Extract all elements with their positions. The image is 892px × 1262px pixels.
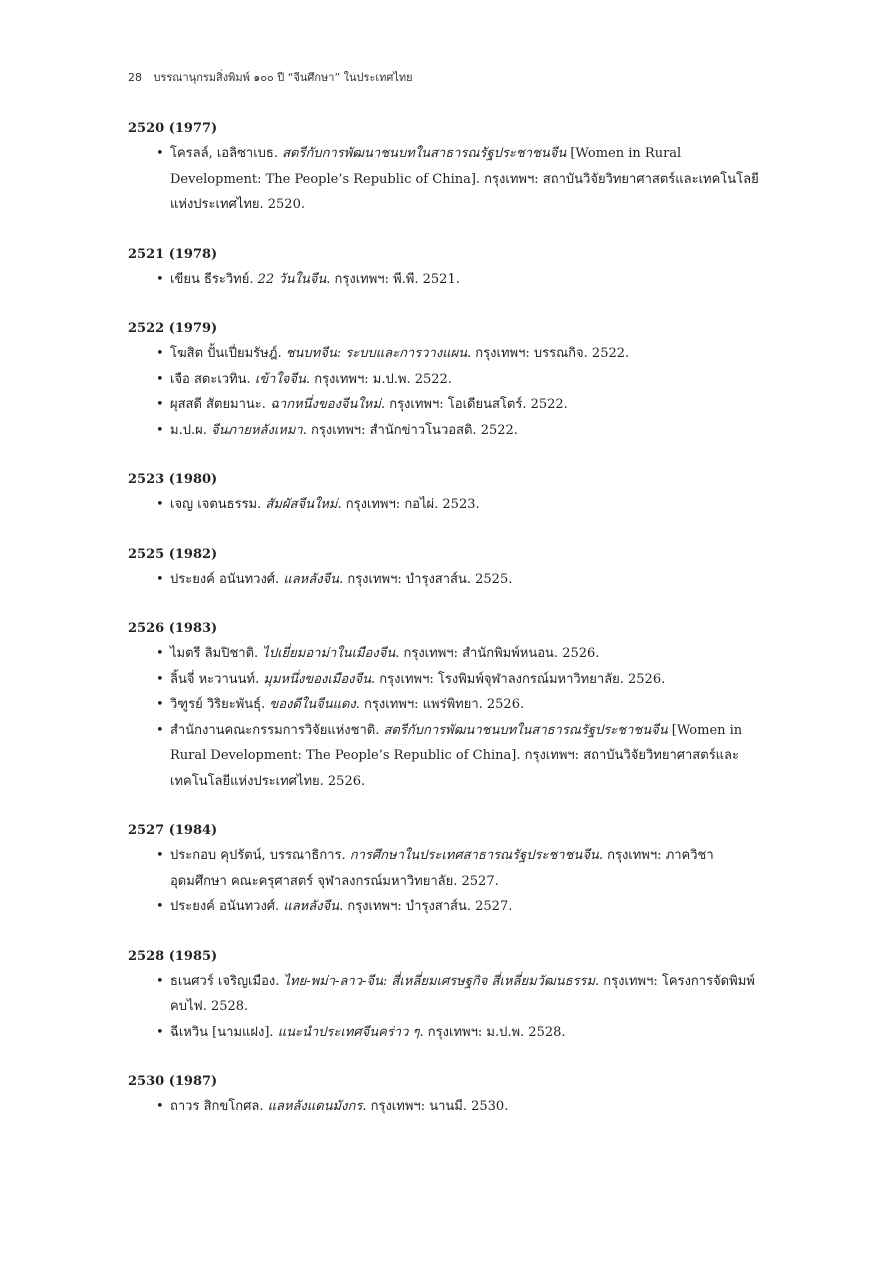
year-heading: 2520 (1977) (128, 121, 218, 136)
bullet-icon: • (156, 1024, 164, 1040)
bullet-icon: • (156, 671, 164, 687)
entry-title: ไปเยี่ยมอาม่าในเมืองจีน (262, 646, 396, 661)
entry-publication: . กรุงเทพฯ: ม.ป.พ. 2528. (419, 1024, 566, 1040)
bullet-icon: • (156, 371, 164, 387)
entry-author: เขียน ธีระวิทย์. (170, 271, 258, 287)
bibliography-entry (128, 843, 768, 894)
entry-publication: . กรุงเทพฯ: ภาควิชาอุดมศึกษา คณะครุศาสตร์ จุฬาลงกรณ์มหาวิทยาลัย. 2527. (170, 848, 714, 889)
entry-title: สัมผัสจีนใหม่ (265, 497, 338, 512)
entry-author: ประกอบ คุปรัตน์, บรรณาธิการ. (170, 848, 350, 863)
year-heading: 2528 (1985) (128, 948, 218, 964)
bullet-icon: • (156, 646, 164, 661)
entry-author: เจญ เจตนธรรม. (170, 497, 266, 512)
bibliography-list (128, 118, 768, 1120)
bibliography-entry (128, 267, 768, 293)
entry-title: ฉากหนึ่งของจีนใหม่ (270, 397, 381, 412)
bullet-icon: • (156, 146, 164, 161)
bibliography-entry (128, 894, 768, 920)
year-heading: 2527 (1984) (128, 823, 218, 838)
year-section (128, 318, 768, 443)
bullet-icon: • (156, 1099, 164, 1114)
entry-publication: . กรุงเทพฯ: สำนักข่าวโนวอสติ. 2522. (302, 422, 518, 438)
year-section (128, 544, 768, 593)
entry-title: การศึกษาในประเทศสาธารณรัฐประชาชนจีน (349, 848, 599, 863)
bullet-icon: • (156, 497, 164, 512)
entry-author: ม.ป.ผ. (170, 422, 211, 438)
bibliography-entry (128, 341, 768, 367)
bullet-icon: • (156, 973, 164, 989)
entry-author: ฉีเหวิน [นามแฝง]. (170, 1024, 278, 1040)
entry-title: สตรีกับการพัฒนาชนบทในสาธารณรัฐประชาชนจีน (282, 146, 567, 161)
year-heading: 2530 (1987) (128, 1074, 218, 1089)
bibliography-entry (128, 969, 768, 1020)
entry-title: สตรีกับการพัฒนาชนบทในสาธารณรัฐประชาชนจีน (383, 722, 668, 738)
entry-author: ธเนศวร์ เจริญเมือง. (170, 973, 284, 989)
bullet-icon: • (156, 722, 164, 738)
entry-publication: . กรุงเทพฯ: นานมี. 2530. (362, 1099, 509, 1114)
bibliography-entry (128, 567, 768, 593)
bullet-icon: • (156, 571, 164, 587)
entry-title: แนะนำประเทศจีนคร่าว ๆ (277, 1024, 420, 1040)
entry-author: ประยงค์ อนันทวงศ์. (170, 571, 284, 587)
bibliography-entry (128, 418, 768, 444)
entry-author: ไมตรี ลิมปิชาติ. (170, 646, 263, 661)
year-heading: 2523 (1980) (128, 472, 218, 487)
entry-publication: . กรุงเทพฯ: สำนักพิมพ์หนอน. 2526. (395, 646, 600, 661)
bullet-icon: • (156, 422, 164, 438)
entry-title: ของดีในจีนแดง (269, 697, 356, 712)
entry-title: แลหลังแดนมังกร (267, 1099, 363, 1114)
bibliography-entry (128, 492, 768, 518)
entry-publication: . กรุงเทพฯ: บำรุงสาส์น. 2525. (339, 571, 513, 587)
entry-title: 22 วันในจีน (257, 271, 327, 287)
bibliography-entry (128, 641, 768, 667)
bibliography-entry (128, 367, 768, 393)
entry-publication: . กรุงเทพฯ: ม.ป.พ. 2522. (305, 371, 452, 387)
entry-publication: . กรุงเทพฯ: โครงการจัดพิมพ์คบไฟ. 2528. (170, 973, 755, 1014)
bullet-icon: • (156, 848, 164, 863)
entry-title: มุมหนึ่งของเมืองจีน (263, 671, 372, 687)
page-number: 28 (128, 71, 142, 84)
entry-publication: . กรุงเทพฯ: พี.พี. 2521. (326, 271, 460, 287)
entry-publication: . กรุงเทพฯ: กอไผ่. 2523. (337, 497, 480, 512)
bullet-icon: • (156, 271, 164, 287)
entry-author: ประยงค์ อนันทวงศ์. (170, 899, 284, 914)
entry-author: วิฑูรย์ วิริยะพันธุ์. (170, 697, 270, 712)
year-section (128, 469, 768, 518)
bullet-icon: • (156, 899, 164, 914)
entry-title: จีนภายหลังเหมา (210, 422, 303, 438)
year-section (128, 618, 768, 794)
bibliography-entry (128, 667, 768, 693)
entry-title: ชนบทจีน: ระบบและการวางแผน (285, 346, 468, 361)
bibliography-entry (128, 141, 768, 218)
entry-publication: . กรุงเทพฯ: แพร่พิทยา. 2526. (355, 697, 525, 712)
entry-author: เจือ สตะเวทิน. (170, 371, 255, 387)
year-heading: 2525 (1982) (128, 546, 218, 562)
year-section (128, 1071, 768, 1120)
year-section (128, 244, 768, 293)
entry-title: เข้าใจจีน (254, 371, 306, 387)
entry-title: แลหลังจีน (283, 571, 340, 587)
entry-author: ผุสสดี สัตยมานะ. (170, 397, 271, 412)
year-heading: 2526 (1983) (128, 621, 218, 636)
bibliography-entry (128, 392, 768, 418)
entry-publication: [Women in Rural Development: The People’s Republic of China]. กรุงเทพฯ: สถาบันวิจัยวิทยาศาสตร์และเทคโนโลยีแห่งประเทศไทย. 2526. (170, 722, 743, 789)
bullet-icon: • (156, 697, 164, 712)
entry-title: แลหลังจีน (283, 899, 340, 914)
entry-author: โครลล์, เอลิซาเบธ. (170, 146, 283, 161)
entry-publication: . กรุงเทพฯ: โรงพิมพ์จุฬาลงกรณ์มหาวิทยาลัย. 2526. (371, 671, 666, 687)
year-section (128, 946, 768, 1046)
entry-author: ถาวร สิกขโกศล. (170, 1099, 268, 1114)
entry-publication: . กรุงเทพฯ: โอเดียนสโตร์. 2522. (380, 397, 568, 412)
bibliography-entry (128, 718, 768, 795)
entry-author: สำนักงานคณะกรรมการวิจัยแห่งชาติ. (170, 722, 384, 738)
bullet-icon: • (156, 346, 164, 361)
entry-publication: [Women in Rural Development: The People’s Republic of China]. กรุงเทพฯ: สถาบันวิจัยวิทยาศาสตร์และเทคโนโลยีแห่งประเทศไทย. 2520. (170, 146, 759, 212)
bullet-icon: • (156, 397, 164, 412)
entry-author: โฆสิต ปั้นเปี่ยมรัษฎ์. (170, 346, 286, 361)
bibliography-entry (128, 1094, 768, 1120)
year-heading: 2521 (1978) (128, 246, 218, 262)
running-title: บรรณานุกรมสิ่งพิมพ์ ๑๐๐ ปี “จีนศึกษา” ในประเทศไทย (153, 71, 413, 84)
entry-title: ไทย-พม่า-ลาว-จีน: สี่เหลี่ยมเศรษฐกิจ สี่เหลี่ยมวัฒนธรรม (283, 973, 596, 989)
entry-author: ลิ้นจี่ หะวานนท์. (170, 671, 264, 687)
entry-publication: . กรุงเทพฯ: บำรุงสาส์น. 2527. (339, 899, 513, 914)
bibliography-entry (128, 692, 768, 718)
year-section (128, 118, 768, 218)
running-header (128, 68, 413, 86)
year-heading: 2522 (1979) (128, 321, 218, 336)
entry-publication: . กรุงเทพฯ: บรรณกิจ. 2522. (467, 346, 630, 361)
bibliography-entry (128, 1020, 768, 1046)
year-section (128, 820, 768, 920)
